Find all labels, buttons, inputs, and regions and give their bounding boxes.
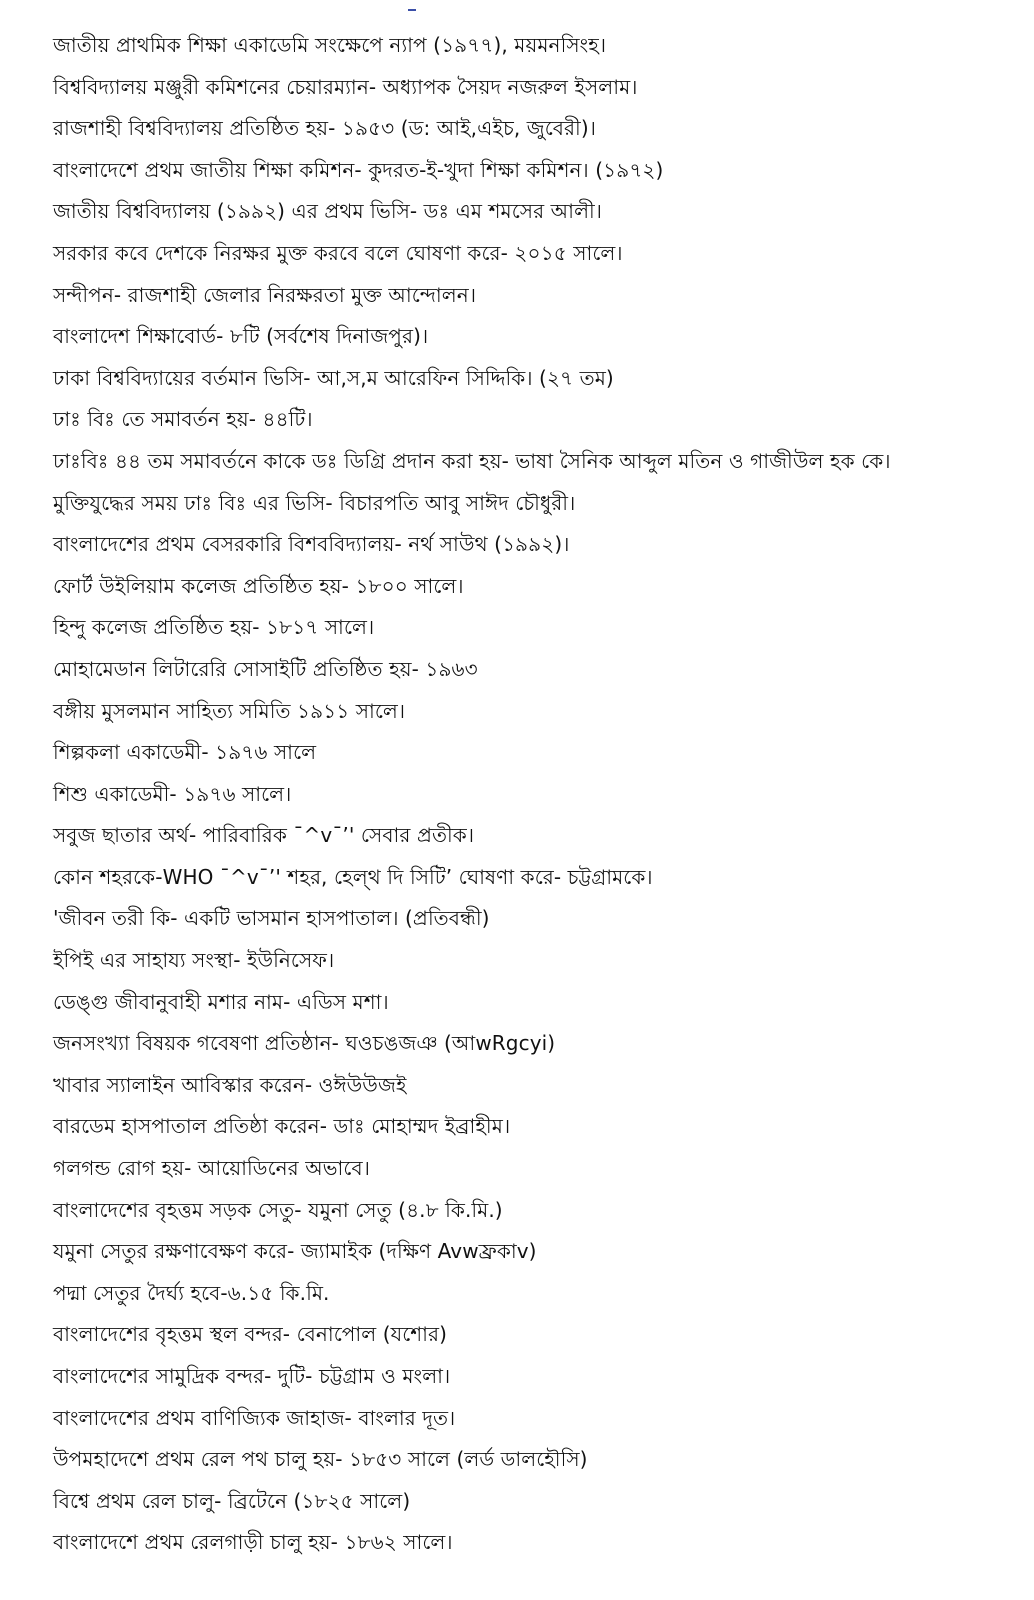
- fact-line: ডেঙ্গু জীবানুবাহী মশার নাম- এডিস মশা।: [53, 989, 389, 1014]
- fact-line: হিন্দু কলেজ প্রতিষ্ঠিত হয়- ১৮১৭ সালে।: [53, 615, 375, 640]
- fact-line: ইপিই এর সাহায্য সংস্থা- ইউনিসেফ।: [53, 948, 335, 973]
- fact-line: সন্দীপন- রাজশাহী জেলার নিরক্ষরতা মুক্ত আন্দোলন।: [53, 282, 477, 307]
- fact-line: বাংলাদেশের সামুদ্রিক বন্দর- দুটি- চট্টগ্রাম ও মংলা।: [53, 1364, 451, 1388]
- fact-line: গলগন্ড রোগ হয়- আয়োডিনের অভাবে।: [53, 1156, 370, 1181]
- fact-line: মোহামেডান লিটারেরি সোসাইটি প্রতিষ্ঠিত হয়- ১৯৬৩: [53, 656, 478, 681]
- fact-line: জাতীয় প্রাথমিক শিক্ষা একাডেমি সংক্ষেপে ন্যাপ (১৯৭৭), ময়মনসিংহ।: [53, 33, 607, 57]
- fact-line: ঢাকা বিশ্ববিদ্যায়ের বর্তমান ভিসি- আ,স,ম আরেফিন সিদ্দিকি। (২৭ তম): [53, 365, 614, 390]
- fact-line: পদ্মা সেতুর দৈর্ঘ্য হবে-৬.১৫ কি.মি.: [53, 1280, 330, 1305]
- fact-line: মুক্তিযুদ্ধের সময় ঢাঃ বিঃ এর ভিসি- বিচারপতি আবু সাঈদ চৌধুরী।: [53, 490, 576, 515]
- fact-line: জাতীয় বিশ্ববিদ্যালয় (১৯৯২) এর প্রথম ভিসি- ডঃ এম শমসের আলী।: [53, 199, 603, 224]
- fact-line: বাংলাদেশে প্রথম রেলগাড়ী চালু হয়- ১৮৬২ সালে।: [53, 1530, 453, 1555]
- fact-line: বাংলাদেশের প্রথম বাণিজ্যিক জাহাজ- বাংলার দূত।: [53, 1405, 456, 1430]
- fact-line: ঢাঃ বিঃ তে সমাবর্তন হয়- ৪৪টি।: [53, 407, 313, 432]
- fact-line: রাজশাহী বিশ্ববিদ্যালয় প্রতিষ্ঠিত হয়- ১৯৫৩ (ড: আই,এইচ, জুবেরী)।: [53, 116, 596, 141]
- fact-line: শিশু একাডেমী- ১৯৭৬ সালে।: [53, 781, 292, 806]
- fact-line: বাংলাদেশ শিক্ষাবোর্ড- ৮টি (সর্বশেষ দিনাজপুর)।: [53, 324, 429, 349]
- fact-line: বঙ্গীয় মুসলমান সাহিত্য সমিতি ১৯১১ সালে।: [53, 698, 406, 723]
- fact-line: সবুজ ছাতার অর্থ- পারিবারিক ¯^v¯’' সেবার প্রতীক।: [53, 823, 475, 848]
- fact-line: বাংলাদেশের বৃহত্তম স্থল বন্দর- বেনাপোল (যশোর): [53, 1322, 448, 1347]
- fact-line: বিশ্বে প্রথম রেল চালু- ব্রিটেনে (১৮২৫ সালে): [53, 1488, 411, 1513]
- scan-mark: [408, 9, 416, 11]
- fact-line: জনসংখ্যা বিষয়ক গবেষণা প্রতিষ্ঠান- ঘওচঙজঞ (আwRgcyi): [53, 1031, 556, 1056]
- fact-line: উপমহাদেশে প্রথম রেল পথ চালু হয়- ১৮৫৩ সালে (লর্ড ডালহৌসি): [53, 1447, 588, 1472]
- fact-line: খাবার স্যালাইন আবিস্কার করেন- ওঈউউজই: [53, 1072, 407, 1097]
- fact-line: বাংলাদেশের বৃহত্তম সড়ক সেতু- যমুনা সেতু (৪.৮ কি.মি.): [53, 1197, 503, 1222]
- fact-line: ঢাঃবিঃ ৪৪ তম সমাবর্তনে কাকে ডঃ ডিগ্রি প্রদান করা হয়- ভাষা সৈনিক আব্দুল মতিন ও গাজীউল হক কে।: [53, 448, 891, 473]
- fact-line: যমুনা সেতুর রক্ষণাবেক্ষণ করে- জ্যামাইক (দক্ষিণ Avwফ্রকাv): [53, 1239, 537, 1264]
- fact-line: বাংলাদেশে প্রথম জাতীয় শিক্ষা কমিশন- কুদরত-ই-খুদা শিক্ষা কমিশন। (১৯৭২): [53, 157, 664, 182]
- fact-line: কোন শহরকে-WHO ¯^v¯’' শহর, হেল্থ দি সিটি’ ঘোষণা করে- চট্টগ্রামকে।: [53, 864, 653, 889]
- fact-line: বিশ্ববিদ্যালয় মঞ্জুরী কমিশনের চেয়ারম্যান- অধ্যাপক সৈয়দ নজরুল ইসলাম।: [53, 74, 638, 99]
- fact-line: সরকার কবে দেশকে নিরক্ষর মুক্ত করবে বলে ঘোষণা করে- ২০১৫ সালে।: [53, 240, 623, 265]
- fact-line: 'জীবন তরী কি- একটি ভাসমান হাসপাতাল। (প্রতিবন্ধী): [53, 906, 490, 931]
- fact-line: বাংলাদেশের প্রথম বেসরকারি বিশববিদ্যালয়- নর্থ সাউথ (১৯৯২)।: [53, 532, 570, 557]
- fact-line: বারডেম হাসপাতাল প্রতিষ্ঠা করেন- ডাঃ মোহাম্মদ ইব্রাহীম।: [53, 1114, 511, 1139]
- fact-line: শিল্পকলা একাডেমী- ১৯৭৬ সালে: [53, 740, 317, 765]
- fact-line: ফোর্ট উইলিয়াম কলেজ প্রতিষ্ঠিত হয়- ১৮০০ সালে।: [53, 573, 464, 598]
- fact-list: [53, 25, 1013, 1564]
